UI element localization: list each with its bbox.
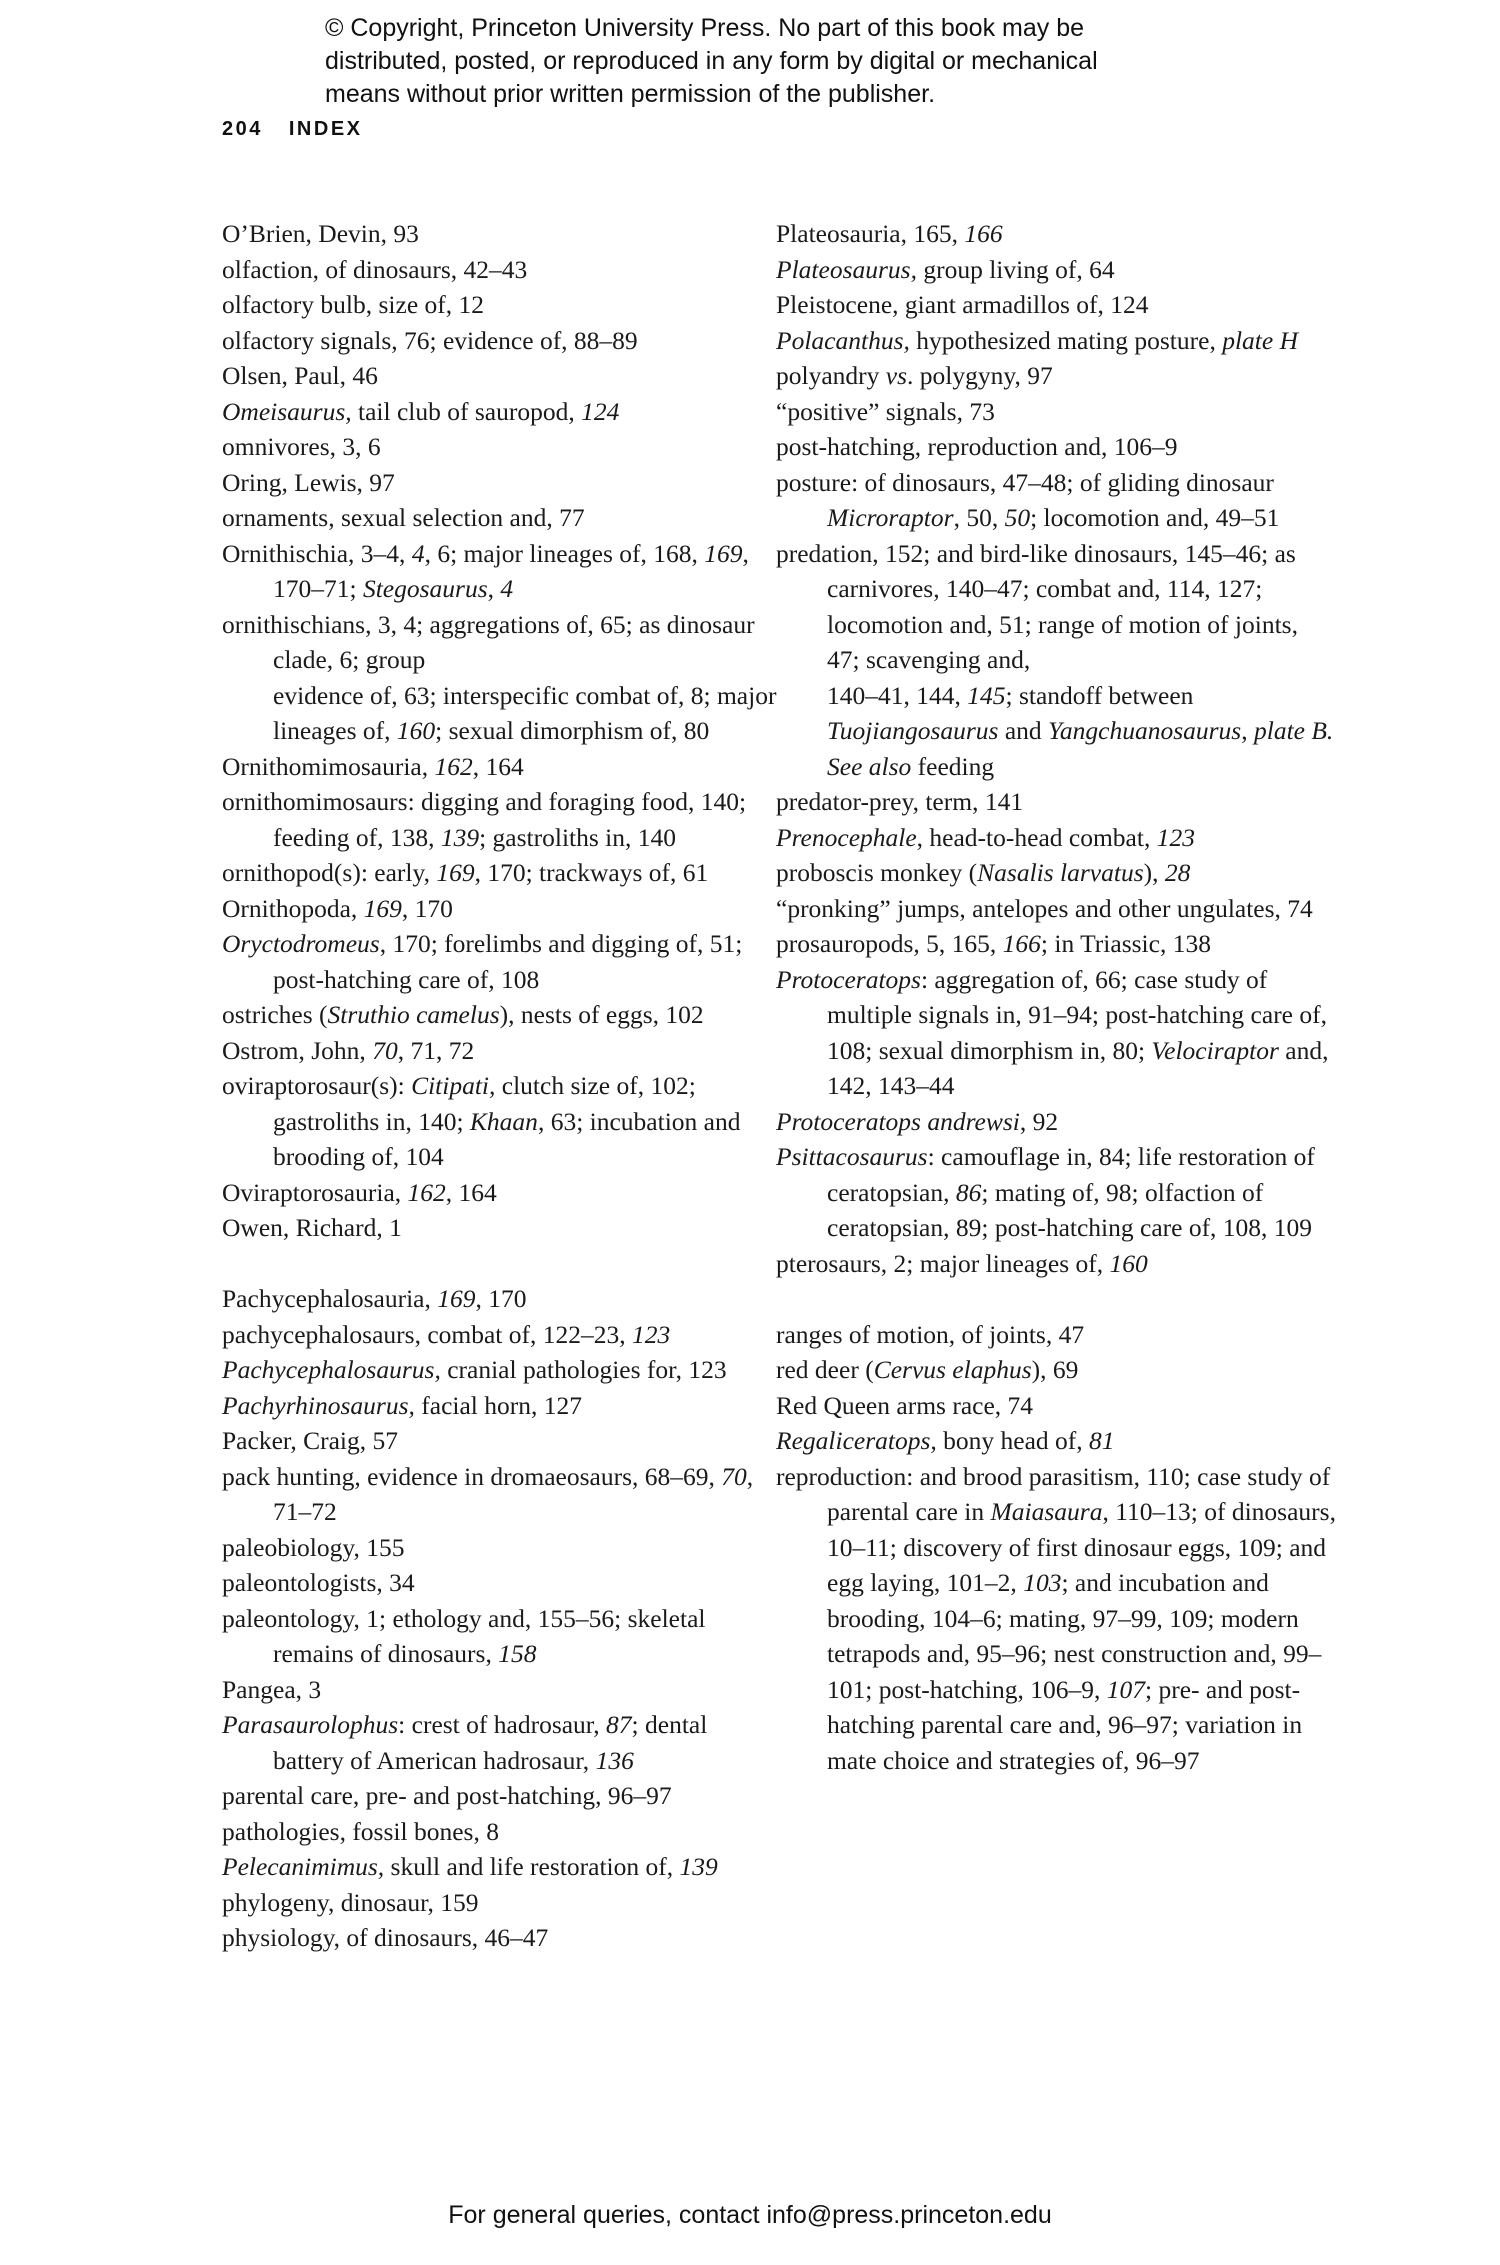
index-entry: Ornithischia, 3–4, 4, 6; major lineages of, 168, 169, 170–71; Stegosaurus, 4 xyxy=(222,538,749,603)
index-entry: Pachycephalosaurus, cranial pathologies for, 123 xyxy=(222,1355,727,1384)
index-entry: pachycephalosaurs, combat of, 122–23, 123 xyxy=(222,1319,671,1349)
index-entry: Prenocephale, head-to-head combat, 123 xyxy=(776,822,1195,852)
index-entry: Protoceratops: aggregation of, 66; case study of multiple signals in, 91–94; post-hatching care of, 108; sexual dimorphism in, 80; Velociraptor and, 142, 143–44 xyxy=(776,964,1329,1100)
index-entry: O’Brien, Devin, 93 xyxy=(222,219,419,248)
index-entry: ranges of motion, of joints, 47 xyxy=(776,1319,1085,1349)
index-entry: physiology, of dinosaurs, 46–47 xyxy=(222,1923,549,1952)
index-entry: posture: of dinosaurs, 47–48; of gliding dinosaur Microraptor, 50, 50; locomotion and, 49–51 xyxy=(776,467,1280,532)
index-entry: Oviraptorosauria, 162, 164 xyxy=(222,1177,497,1207)
index-entry: Polacanthus, hypothesized mating posture, plate H xyxy=(776,325,1298,355)
index-entry: ornaments, sexual selection and, 77 xyxy=(222,503,585,532)
index-entry: Omeisaurus, tail club of sauropod, 124 xyxy=(222,396,620,426)
index-entry: Pleistocene, giant armadillos of, 124 xyxy=(776,290,1149,319)
index-entry: Pachycephalosauria, 169, 170 xyxy=(222,1284,527,1313)
copyright-line: © Copyright, Princeton University Press. No part of this book may be xyxy=(325,14,1085,42)
running-head xyxy=(222,118,363,141)
index-entry: ornithischians, 3, 4; aggregations of, 65; as dinosaur clade, 6; group evidence of, 63; interspecific combat of, 8; major lineages of, 160; sexual dimorphism of, 80 xyxy=(222,609,777,745)
index-entry: proboscis monkey (Nasalis larvatus), 28 xyxy=(776,858,1191,887)
section-title: INDEX xyxy=(288,118,363,140)
index-entry: “pronking” jumps, antelopes and other ungulates, 74 xyxy=(776,893,1313,923)
index-entry: paleontology, 1; ethology and, 155–56; skeletal remains of dinosaurs, 158 xyxy=(222,1603,706,1668)
index-entry: olfactory bulb, size of, 12 xyxy=(222,290,485,319)
index-entry: paleontologists, 34 xyxy=(222,1568,415,1597)
copyright-notice xyxy=(325,12,1325,111)
index-entry: Psittacosaurus: camouflage in, 84; life restoration of ceratopsian, 86; mating of, 98; olfaction of ceratopsian, 89; post-hatching care of, 108, 109 xyxy=(776,1142,1315,1242)
index-entry: prosauropods, 5, 165, 166; in Triassic, 138 xyxy=(776,929,1211,958)
section-gap xyxy=(222,1246,782,1282)
index-entry: olfactory signals, 76; evidence of, 88–89 xyxy=(222,325,638,355)
index-entry: pterosaurs, 2; major lineages of, 160 xyxy=(776,1248,1148,1278)
index-entry: Red Queen arms race, 74 xyxy=(776,1390,1034,1420)
index-entry: Olsen, Paul, 46 xyxy=(222,361,378,390)
index-entry: ostriches (Struthio camelus), nests of eggs, 102 xyxy=(222,1000,704,1029)
index-entry: Plateosauria, 165, 166 xyxy=(776,219,1003,248)
index-entry: Regaliceratops, bony head of, 81 xyxy=(776,1426,1115,1455)
index-entry: predation, 152; and bird-like dinosaurs, 145–46; as carnivores, 140–47; combat and, 114, 127; locomotion and, 51; range of motion of joints, 47; scavenging and, 140–41, 144, 145; standoff between Tuojiangosaurus and Yangchuanosaurus, plate B. See also feeding xyxy=(776,538,1334,781)
index-column-left xyxy=(222,216,782,1956)
index-entry: red deer (Cervus elaphus), 69 xyxy=(776,1355,1079,1384)
index-entry: predator-prey, term, 141 xyxy=(776,787,1024,816)
index-entry: olfaction, of dinosaurs, 42–43 xyxy=(222,254,528,284)
index-entry: Ornithopoda, 169, 170 xyxy=(222,893,453,923)
index-entry: parental care, pre- and post-hatching, 96–97 xyxy=(222,1781,672,1810)
index-entry: post-hatching, reproduction and, 106–9 xyxy=(776,432,1178,461)
index-entry: Pangea, 3 xyxy=(222,1674,322,1704)
copyright-line: distributed, posted, or reproduced in any form by digital or mechanical xyxy=(325,47,1098,75)
index-entry: pack hunting, evidence in dromaeosaurs, 68–69, 70, 71–72 xyxy=(222,1461,754,1526)
index-entry: reproduction: and brood parasitism, 110; case study of parental care in Maiasaura, 110–13; of dinosaurs, 10–11; discovery of first dinosaur eggs, 109; and egg laying, 101–2, 103; and incubation and brooding, 104–6; mating, 97–99, 109; modern tetrapods and, 95–96; nest construction and, 99–101; post-hatching, 106–9, 107; pre- and post-hatching parental care and, 96–97; variation in mate choice and strategies of, 96–97 xyxy=(776,1461,1336,1775)
index-entry: pathologies, fossil bones, 8 xyxy=(222,1816,499,1846)
footer-contact: For general queries, contact info@press.princeton.edu xyxy=(448,2201,1052,2229)
index-entry: Owen, Richard, 1 xyxy=(222,1213,402,1242)
index-entry: Oryctodromeus, 170; forelimbs and digging of, 51; post-hatching care of, 108 xyxy=(222,929,743,994)
index-entry: phylogeny, dinosaur, 159 xyxy=(222,1887,479,1917)
index-entry: omnivores, 3, 6 xyxy=(222,432,381,461)
section-gap xyxy=(776,1281,1336,1317)
index-entry: Plateosaurus, group living of, 64 xyxy=(776,254,1115,284)
index-entry: “positive” signals, 73 xyxy=(776,396,995,426)
copyright-line: means without prior written permission of the publisher. xyxy=(325,80,936,108)
index-entry: Protoceratops andrewsi, 92 xyxy=(776,1106,1059,1136)
index-entry: ornithomimosaurs: digging and foraging food, 140; feeding of, 138, 139; gastroliths in, 140 xyxy=(222,787,747,852)
index-entry: ornithopod(s): early, 169, 170; trackways of, 61 xyxy=(222,858,709,887)
index-entry: Packer, Craig, 57 xyxy=(222,1426,399,1455)
index-entry: Parasaurolophus: crest of hadrosaur, 87; dental battery of American hadrosaur, 136 xyxy=(222,1710,708,1775)
index-entry: oviraptorosaur(s): Citipati, clutch size of, 102; gastroliths in, 140; Khaan, 63; incubation and brooding of, 104 xyxy=(222,1071,741,1171)
index-entry: Pachyrhinosaurus, facial horn, 127 xyxy=(222,1390,583,1420)
index-entry: polyandry vs. polygyny, 97 xyxy=(776,361,1053,390)
page-number: 204 xyxy=(222,118,263,140)
index-entry: Ostrom, John, 70, 71, 72 xyxy=(222,1035,475,1065)
index-column-right xyxy=(776,216,1336,1778)
index-entry: Oring, Lewis, 97 xyxy=(222,467,395,497)
index-entry: paleobiology, 155 xyxy=(222,1532,405,1562)
index-entry: Pelecanimimus, skull and life restoration of, 139 xyxy=(222,1852,718,1881)
index-entry: Ornithomimosauria, 162, 164 xyxy=(222,751,524,781)
